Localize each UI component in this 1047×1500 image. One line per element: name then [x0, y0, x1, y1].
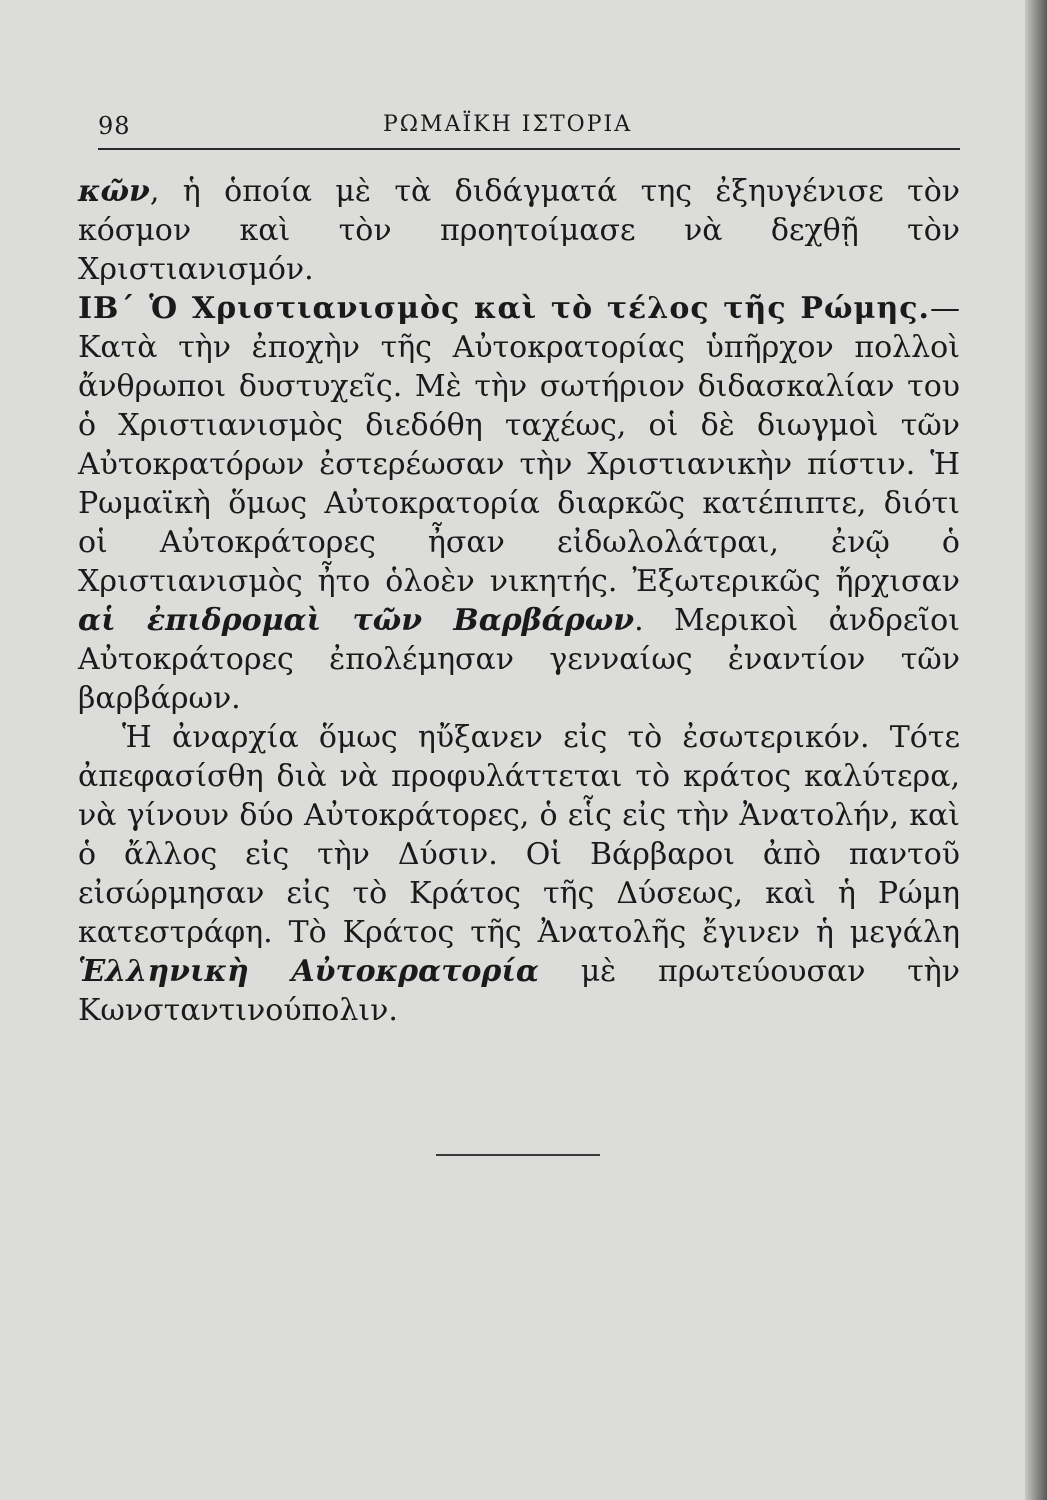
running-title: ΡΩΜΑΪΚΗ ΙΣΤΟΡΙΑ [383, 112, 633, 137]
section-heading: ΙΒ΄ Ὁ Χριστιανισμὸς καὶ τὸ τέλος τῆς Ρώμης. [78, 291, 930, 326]
page-edge-shadow [1025, 0, 1047, 1500]
paragraph-continuation [78, 172, 960, 289]
emphasis-phrase: Ἑλληνικὴ Αὐτοκρατορία [78, 954, 539, 989]
header-rule [98, 148, 960, 150]
paragraph-text: μὲ πρωτεύουσαν τὴν Κωνσταντινούπολιν. [78, 954, 960, 1028]
page-number: 98 [98, 112, 131, 140]
paragraph-text: —Κατὰ τὴν ἐποχὴν τῆς Αὐτοκρατορίας ὑπῆρχον πολλοὶ ἄνθρωποι δυστυχεῖς. Μὲ τὴν σωτήριον διδασκαλίαν του ὁ Χριστιανισμὸς διεδόθη ταχέως, οἱ δὲ διωγμοὶ τῶν Αὐτοκρατόρων ἐστερέωσαν τὴν Χριστιανικὴν πίστιν. Ἡ Ρωμαϊκὴ ὅμως Αὐτοκρατορία διαρκῶς κατέπιπτε, διότι οἱ Αὐτοκράτορες ἦσαν εἰδωλολάτραι, ἐνῷ ὁ Χριστιανισμὸς ἦτο ὁλοὲν νικητής. Ἐξωτερικῶς ἤρχισαν [78, 291, 960, 599]
emphasis-word: κῶν [78, 174, 150, 209]
running-header [98, 112, 960, 146]
paragraph-text: , ἡ ὁποία μὲ τὰ διδάγματά της ἐξηυγένισε τὸν κόσμον καὶ τὸν προητοίμασε νὰ δεχθῇ τὸν Χριστιανισμόν. [78, 174, 960, 287]
paragraph-text: . Μερικοὶ ἀνδρεῖοι Αὐτοκράτορες ἐπολέμησαν γενναίως ἐναντίον τῶν βαρβάρων. [78, 603, 960, 716]
body-text [78, 172, 960, 1030]
paragraph-section [78, 289, 960, 718]
paragraph-final [78, 718, 960, 1030]
paragraph-text: Ἡ ἀναρχία ὅμως ηὔξανεν εἰς τὸ ἐσωτερικόν. Τότε ἀπεφασίσθη διὰ νὰ προφυλάττεται τὸ κράτος καλύτερα, νὰ γίνουν δύο Αὐτοκράτορες, ὁ εἷς εἰς τὴν Ἀνατολήν, καὶ ὁ ἄλλος εἰς τὴν Δύσιν. Οἱ Βάρβαροι ἀπὸ παντοῦ εἰσώρμησαν εἰς τὸ Κράτος τῆς Δύσεως, καὶ ἡ Ρώμη κατεστράφη. Τὸ Κράτος τῆς Ἀνατολῆς ἔγινεν ἡ μεγάλη [78, 720, 960, 950]
end-ornament-rule [436, 1154, 600, 1156]
emphasis-phrase: αἱ ἐπιδρομαὶ τῶν Βαρβάρων [78, 603, 635, 638]
